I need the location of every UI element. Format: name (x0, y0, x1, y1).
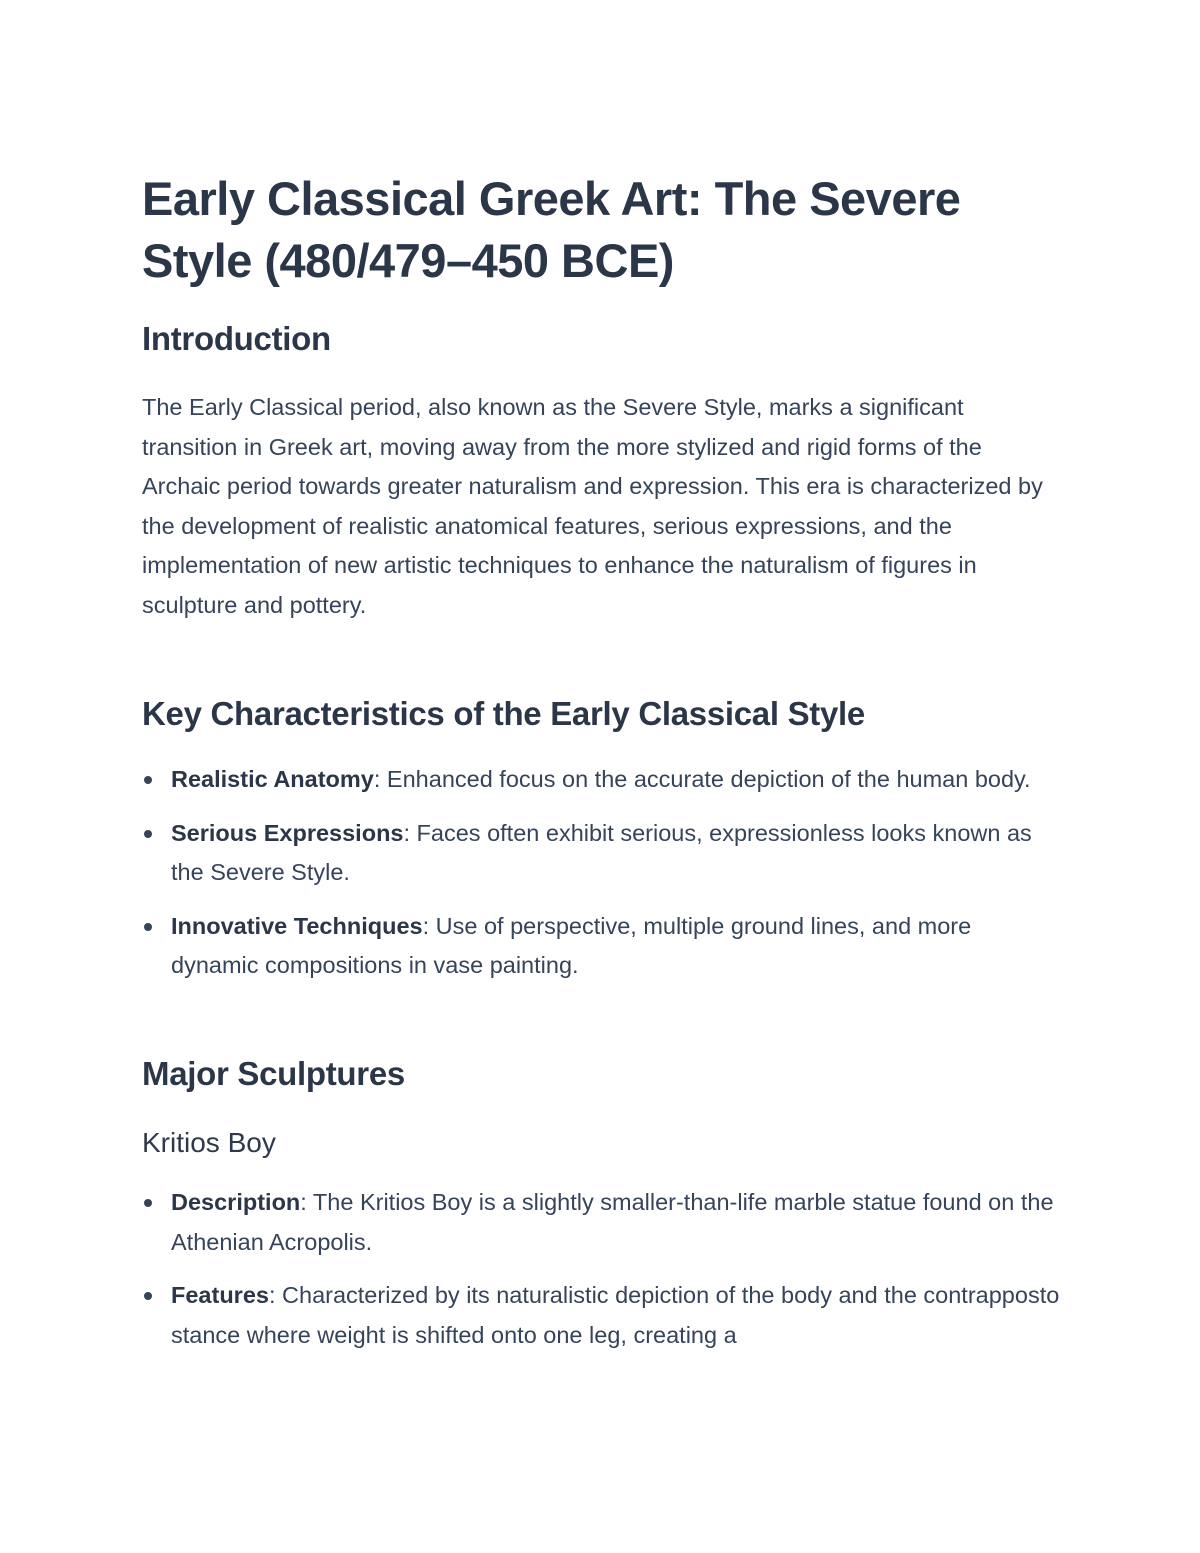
list-item (142, 814, 1062, 893)
list-item-text: : Enhanced focus on the accurate depiction of the human body. (373, 766, 1031, 792)
bullet-icon (144, 776, 152, 784)
major-sculptures-heading: Major Sculptures (142, 1055, 405, 1092)
list-item-term: Innovative Techniques (171, 912, 423, 939)
introduction-paragraph: The Early Classical period, also known as the Severe Style, marks a significant transition in Greek art, moving away from the more stylized and rigid forms of the Archaic period towards greater naturalism and expression. This era is characterized by the development of realistic anatomical features, serious expressions, and the implementation of new artistic techniques to enhance the naturalism of figures in sculpture and pottery. (142, 394, 1043, 618)
list-item (142, 1276, 1062, 1355)
key-characteristics-heading: Key Characteristics of the Early Classical Style (142, 695, 865, 732)
list-item-term: Features (171, 1282, 269, 1309)
list-item (142, 1183, 1062, 1262)
list-item-term: Serious Expressions (171, 819, 404, 846)
kritios-boy-heading: Kritios Boy (142, 1127, 276, 1158)
introduction-heading: Introduction (142, 320, 331, 357)
list-item-text: : Characterized by its naturalistic depiction of the body and the contrapposto stance where weight is shifted onto one leg, creating a (171, 1282, 1060, 1348)
list-item-term: Description (171, 1189, 301, 1215)
bullet-icon (144, 1292, 152, 1300)
bullet-icon (144, 1199, 152, 1207)
bullet-icon (144, 923, 152, 931)
page-title: Early Classical Greek Art: The Severe Style (480/479–450 BCE) (142, 172, 961, 287)
list-item-term: Realistic Anatomy (171, 766, 374, 792)
list-item (142, 907, 1062, 986)
bullet-icon (144, 830, 152, 838)
list-item-text: : Use of perspective, multiple ground lines, and more dynamic compositions in vase painting. (171, 912, 972, 979)
list-item (142, 760, 1062, 800)
list-item-text: : Faces often exhibit serious, expressionless looks known as the Severe Style. (171, 819, 1032, 886)
kritios-boy-list (142, 1183, 1062, 1355)
list-item-text: : The Kritios Boy is a slightly smaller-than-life marble statue found on the Athenian Acropolis. (171, 1189, 1054, 1255)
key-characteristics-list (142, 760, 1062, 986)
